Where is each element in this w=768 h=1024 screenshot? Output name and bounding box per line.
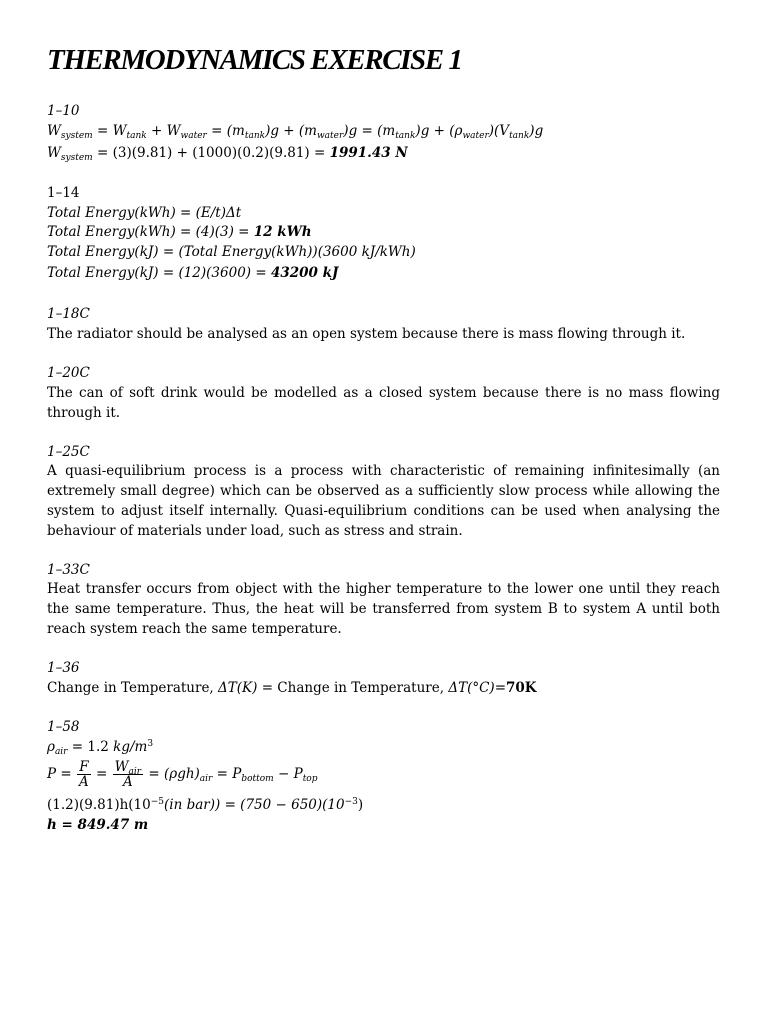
answer-1-36: Change in Temperature, ΔT(K) = Change in Temperature, ΔT(°C)=70K: [47, 680, 537, 696]
fraction-f-over-a: $\frac{F}{A}$: [79, 759, 89, 790]
equation-weight-system: $W_{system} = W_{tank} + W_{water} = (m_{tank})g + (m_{water})g = (m_{tank})g + (\rho_{water})(V_{tank})g$: [47, 123, 544, 141]
answer-1-33c: Heat transfer occurs from object with the higher temperature to the lower one until they reach the same temperature. Thus, the heat will be transferred from system B to system A until both reach system reach the same temperature.: [47, 581, 720, 637]
equation-pressure: P = $\frac{F}{A}$ = $\frac{W_{air}}{A}$ = $(\rho gh)_{air} = P_{bottom} - P_{top}$: [47, 759, 318, 790]
page-title: THERMODYNAMICS EXERCISE 1: [47, 44, 462, 76]
fraction-w-over-a: $\frac{W_{air}}{A}$: [114, 759, 142, 790]
problem-label-1-25c: 1–25C: [47, 444, 90, 460]
answer-1-18c: The radiator should be analysed as an open system because there is mass flowing through it.: [47, 326, 686, 342]
problem-label-1-18c: 1–18C: [47, 306, 90, 322]
problem-label-1-33c: 1–33C: [47, 562, 90, 578]
problem-label-1-36: 1–36: [47, 660, 80, 676]
equation-energy-4: Total Energy(kJ) = (12)(3600) = 43200 kJ: [47, 265, 339, 281]
problem-label-1-20c: 1–20C: [47, 365, 90, 381]
equation-height-solve: $(1.2)(9.81)h(10^{-5}(in$ $bar)) = (750 - 650)(10^{-3})$: [47, 797, 364, 813]
problem-label-1-58: 1–58: [47, 719, 80, 735]
problem-label-1-10: 1–10: [47, 103, 80, 119]
problem-label-1-14: 1–14: [47, 185, 80, 201]
equation-weight-result: $W_{system} = (3)(9.81) + (1000)(0.2)(9.81) = 1991.43$ N: [47, 145, 408, 163]
equation-air-density: $\rho_{air} = 1.2$ $kg/m^3$: [47, 739, 154, 757]
equation-energy-3: Total Energy(kJ) = (Total Energy(kWh))(3600 kJ/kWh): [47, 244, 416, 260]
answer-1-20c: The can of soft drink would be modelled as a closed system because there is no mass flowing through it.: [47, 385, 720, 421]
answer-1-25c: A quasi-equilibrium process is a process with characteristic of remaining infinitesimally (an extremely small degree) which can be observed as a sufficiently slow process while allowing the system to adjust itself internally. Quasi-equilibrium conditions can be used when analysing the behaviour of materials under load, such as stress and strain.: [47, 463, 720, 539]
equation-energy-1: Total Energy(kWh) = (E/t)Δt: [47, 205, 242, 221]
equation-height-result: h = 849.47 m: [47, 817, 149, 833]
equation-energy-2: Total Energy(kWh) = (4)(3) = 12 kWh: [47, 224, 312, 240]
